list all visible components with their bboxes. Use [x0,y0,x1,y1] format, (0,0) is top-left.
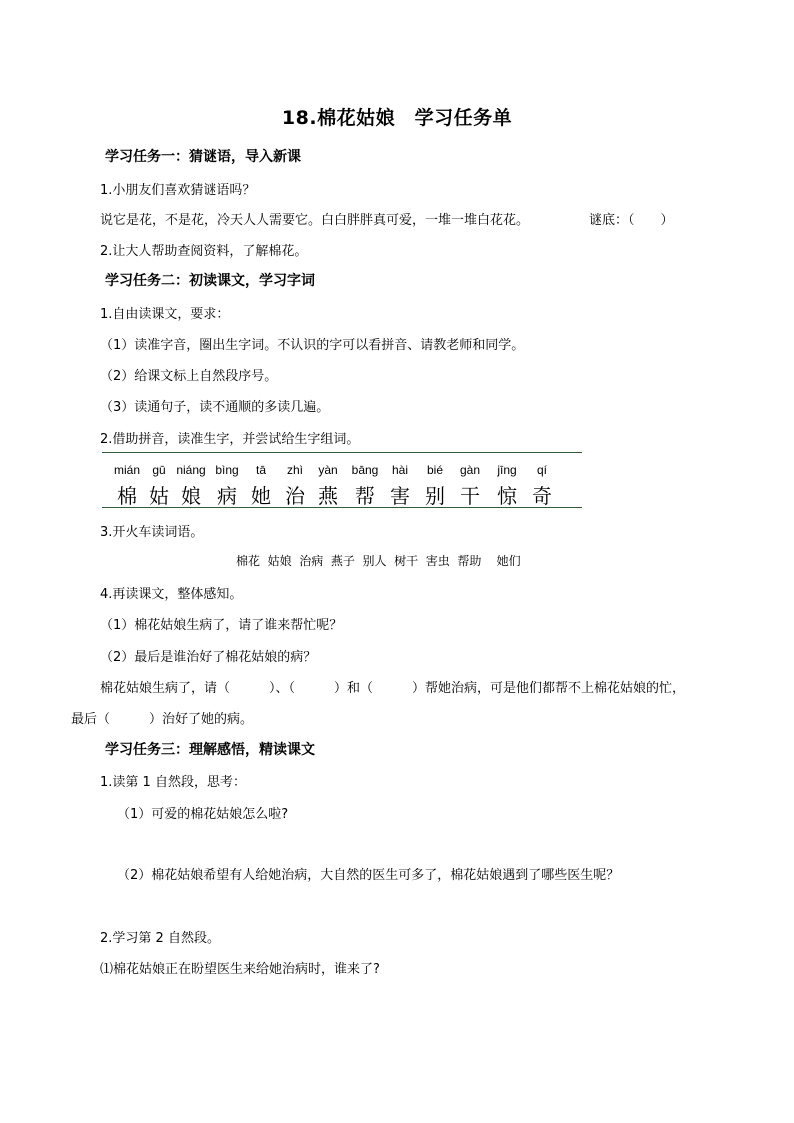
task2-question-2: 2.借助拼音，读准生字，并尝试给生字组词。 [100,432,360,447]
pinyin-label: qí [536,463,547,477]
hanzi-row [102,480,582,508]
pinyin-label: niáng [176,463,206,477]
sub-question-1: （1）棉花姑娘生病了，请了谁来帮忙呢？ [100,618,343,633]
pinyin-label: hài [391,463,408,477]
task3-sub-question-3: ⑴棉花姑娘正在盼望医生来给她治病时，谁来了? [100,962,380,977]
hanzi-character: 惊 [497,484,517,508]
task1-question-1: 1.小朋友们喜欢猜谜语吗？ [100,183,256,198]
hanzi-character: 姑 [149,484,169,508]
task1-question-2: 2.让大人帮助查阅资料，了解棉花。 [100,244,308,259]
hanzi-character: 治 [285,484,305,508]
hanzi-character: 她 [251,484,271,508]
fill-in-sentence-line-2[interactable]: 最后（ ）治好了她的病。 [71,712,254,727]
task1-heading: 学习任务一：猜谜语，导入新课 [105,149,301,165]
pinyin-label: zhì [286,463,303,477]
task2-question-4: 4.再读课文，整体感知。 [100,587,243,602]
task3-sub-question-1: （1）可爱的棉花姑娘怎么啦? [117,807,289,822]
page-title: 18.棉花姑娘 学习任务单 [281,107,513,129]
hanzi-character: 奇 [532,484,552,508]
fill-in-sentence-line-1[interactable]: 棉花姑娘生病了，请（ ）、（ ）和（ ）帮她治病，可是他们都帮不上棉花姑娘的忙， [100,681,686,696]
hanzi-character: 燕 [318,484,338,508]
pinyin-top-rule [102,452,582,453]
riddle-text: 说它是花，不是花，冷天人人需要它。白白胖胖真可爱，一堆一堆白花花。 [100,213,530,228]
task3-sub-question-2: （2）棉花姑娘希望有人给她治病，大自然的医生可多了，棉花姑娘遇到了哪些医生呢？ [117,868,620,883]
hanzi-character: 娘 [181,484,201,508]
task3-heading: 学习任务三：理解感悟，精读课文 [105,742,315,758]
pinyin-bottom-rule [102,507,582,508]
hanzi-character: 别 [425,484,445,508]
sub-question-2: （2）最后是谁治好了棉花姑娘的病？ [100,650,317,665]
pinyin-label: bāng [351,463,379,477]
pinyin-label: gàn [459,463,481,477]
hanzi-character: 病 [217,484,237,508]
requirement-1: （1）读准字音，圈出生字词。不认识的字可以看拼音、请教老师和同学。 [100,338,525,353]
pinyin-label: bié [426,463,443,477]
pinyin-label: yàn [318,463,338,477]
hanzi-character: 害 [390,484,410,508]
task2-question-1: 1.自由读课文，要求： [100,307,230,322]
pinyin-label: mián [113,463,140,477]
pinyin-label: tā [255,463,266,477]
task2-question-3: 3.开火车读词语。 [100,525,204,540]
riddle-answer-blank[interactable]: 谜底：（ ） [589,213,674,228]
hanzi-character: 棉 [117,484,137,508]
hanzi-character: 帮 [355,484,375,508]
pinyin-label: jīng [497,463,517,477]
hanzi-character: 干 [460,484,480,508]
pinyin-label: bìng [215,463,239,477]
pinyin-label: gū [152,463,166,477]
task3-question-1: 1.读第 1 自然段，思考： [100,775,246,790]
requirement-2: （2）给课文标上自然段序号。 [100,369,278,384]
requirement-3: （3）读通句子，读不通顺的多读几遍。 [100,400,330,415]
task2-heading: 学习任务二：初读课文，学习字词 [105,273,315,289]
pinyin-row [102,463,582,481]
task3-question-2: 2.学习第 2 自然段。 [100,931,220,946]
word-list: 棉花 姑娘 治病 燕子 别人 树干 害虫 帮助 她们 [236,554,521,568]
